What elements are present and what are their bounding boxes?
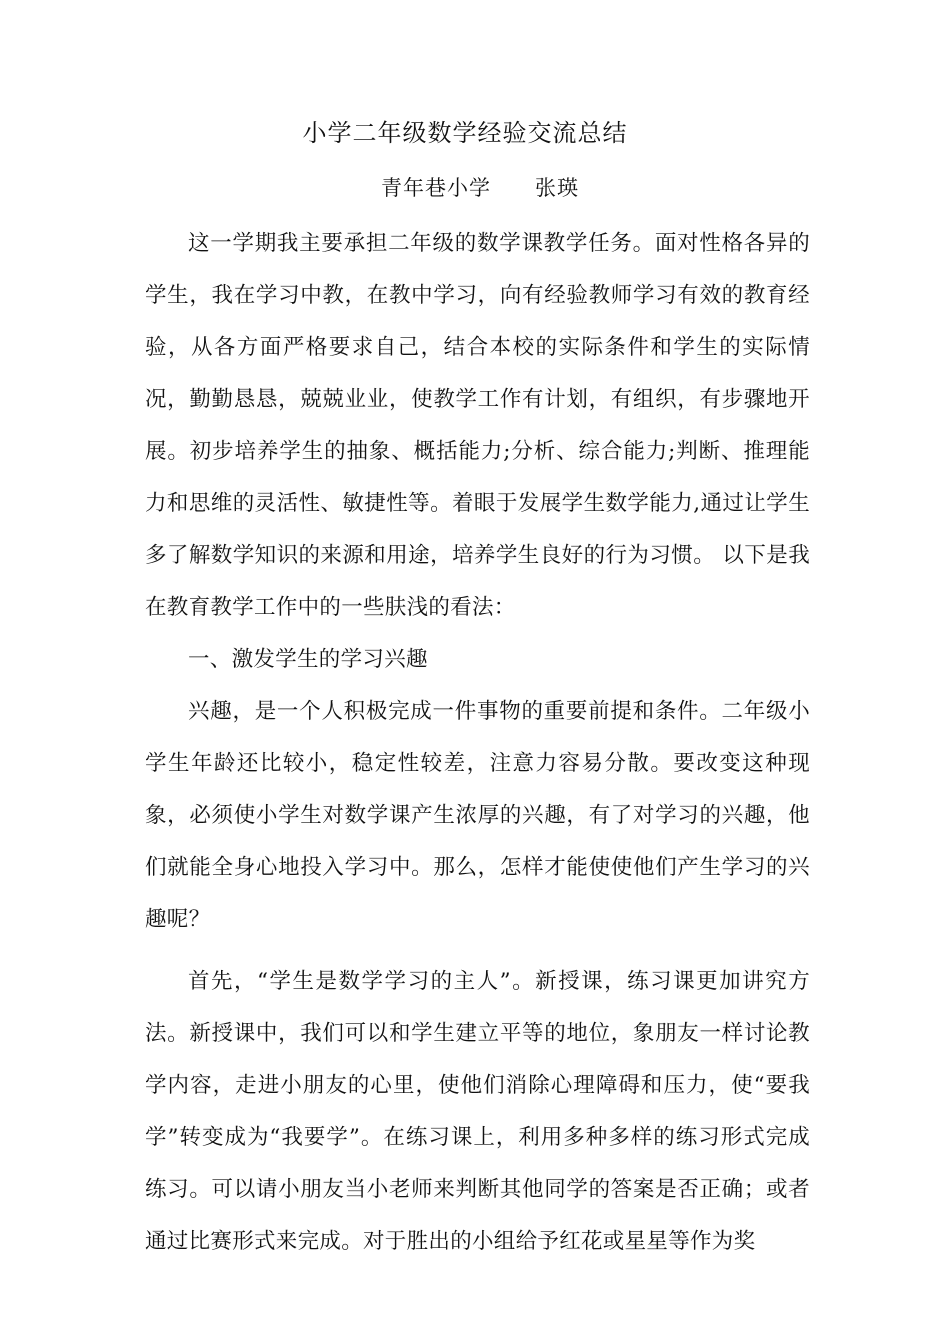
byline [0, 170, 950, 206]
paragraph-first: 首先，“学生是数学学习的主人”。新授课，练习课更加讲究方法。新授课中，我们可以和学生建立平等的地位，象朋友一样讨论教学内容，走进小朋友的心里，使他们消除心理障碍和压力，使“要我学”转变成为“我要学”。在练习课上，利用多种多样的练习形式完成练习。可以请小朋友当小老师来判断其他同学的答案是否正确；或者通过比赛形式来完成。对于胜出的小组给予红花或星星等作为奖 [145, 969, 810, 1254]
section-heading-1: 一、激发学生的学习兴趣 [188, 647, 428, 672]
byline-school: 青年巷小学 [381, 176, 491, 200]
paragraph-interest: 兴趣，是一个人积极完成一件事物的重要前提和条件。二年级小学生年龄还比较小，稳定性较差，注意力容易分散。要改变这种现象，必须使小学生对数学课产生浓厚的兴趣，有了对学习的兴趣，他们就能全身心地投入学习中。那么，怎样才能使使他们产生学习的兴趣呢？ [145, 699, 810, 932]
paragraph-intro: 这一学期我主要承担二年级的数学课教学任务。面对性格各异的学生，我在学习中教，在教中学习，向有经验教师学习有效的教育经验，从各方面严格要求自己，结合本校的实际条件和学生的实际情况，勤勤恳恳，兢兢业业，使教学工作有计划，有组织，有步骤地开展。初步培养学生的抽象、概括能力;分析、综合能力;判断、推理能力和思维的灵活性、敏捷性等。着眼于发展学生数学能力,通过让学生多了解数学知识的来源和用途，培养学生良好的行为习惯。 以下是我在教育教学工作中的一些肤浅的看法： [145, 231, 810, 620]
document-body [145, 218, 810, 1268]
byline-author: 张瑛 [535, 176, 579, 200]
document-title: 小学二年级数学经验交流总结 [302, 119, 628, 147]
